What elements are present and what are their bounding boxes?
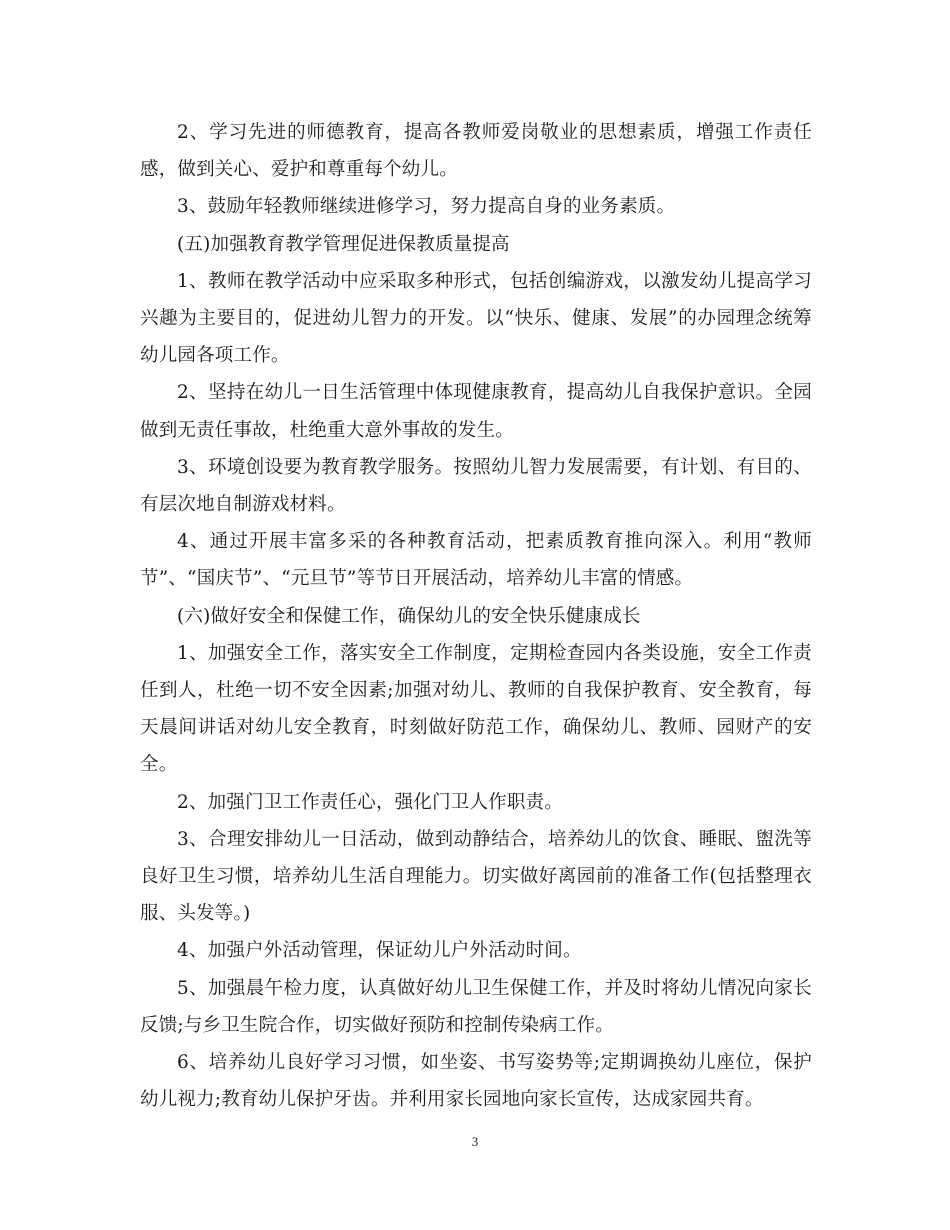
- paragraph-study-habits: 6、培养幼儿良好学习习惯，如坐姿、书写姿势等;定期调换幼儿座位，保护幼儿视力;教育幼儿保护牙齿。并利用家长园地向家长宣传，达成家园共育。: [140, 1052, 812, 1111]
- paragraph-daily-routine: 3、合理安排幼儿一日活动，做到动静结合，培养幼儿的饮食、睡眠、盥洗等良好卫生习惯，培养幼儿生活自理能力。切实做好离园前的准备工作(包括整理衣服、头发等。): [140, 828, 812, 925]
- paragraph-activities: 4、通过开展丰富多采的各种教育活动，把素质教育推向深入。利用“教师节”、“国庆节”、“元旦节”等节日开展活动，培养幼儿丰富的情感。: [140, 531, 812, 590]
- paragraph-teaching-forms: 1、教师在教学活动中应采取多种形式，包括创编游戏，以激发幼儿提高学习兴趣为主要目的，促进幼儿智力的开发。以“快乐、健康、发展”的办园理念统筹幼儿园各项工作。: [140, 270, 812, 367]
- paragraph-environment: 3、环境创设要为教育教学服务。按照幼儿智力发展需要，有计划、有目的、有层次地自制游戏材料。: [140, 456, 812, 516]
- paragraph-health-check: 5、加强晨午检力度，认真做好幼儿卫生保健工作，并及时将幼儿情况向家长反馈;与乡卫生院合作，切实做好预防和控制传染病工作。: [140, 977, 812, 1036]
- section-heading-five: (五)加强教育教学管理促进保教质量提高: [177, 233, 510, 255]
- paragraph-young-teacher-study: 3、鼓励年轻教师继续进修学习，努力提高自身的业务素质。: [177, 196, 676, 218]
- section-heading-six: (六)做好安全和保健工作，确保幼儿的安全快乐健康成长: [177, 605, 641, 627]
- paragraph-guard-duty: 2、加强门卫工作责任心，强化门卫人作职责。: [177, 791, 563, 813]
- page-number: 3: [471, 1134, 479, 1149]
- paragraph-health-education: 2、坚持在幼儿一日生活管理中体现健康教育，提高幼儿自我保护意识。全园做到无责任事故，杜绝重大意外事故的发生。: [140, 382, 812, 441]
- paragraph-safety-work: 1、加强安全工作，落实安全工作制度，定期检查园内各类设施，安全工作责任到人，杜绝一切不安全因素;加强对幼儿、教师的自我保护教育、安全教育，每天晨间讲话对幼儿安全教育，时刻做好防范工作，确保幼儿、教师、园财产的安全。: [140, 642, 812, 776]
- paragraph-teacher-ethics: 2、学习先进的师德教育，提高各教师爱岗敬业的思想素质，增强工作责任感，做到关心、爱护和尊重每个幼儿。: [140, 122, 812, 181]
- paragraph-outdoor-activity: 4、加强户外活动管理，保证幼儿户外活动时间。: [177, 940, 582, 962]
- document-body: [140, 114, 812, 1118]
